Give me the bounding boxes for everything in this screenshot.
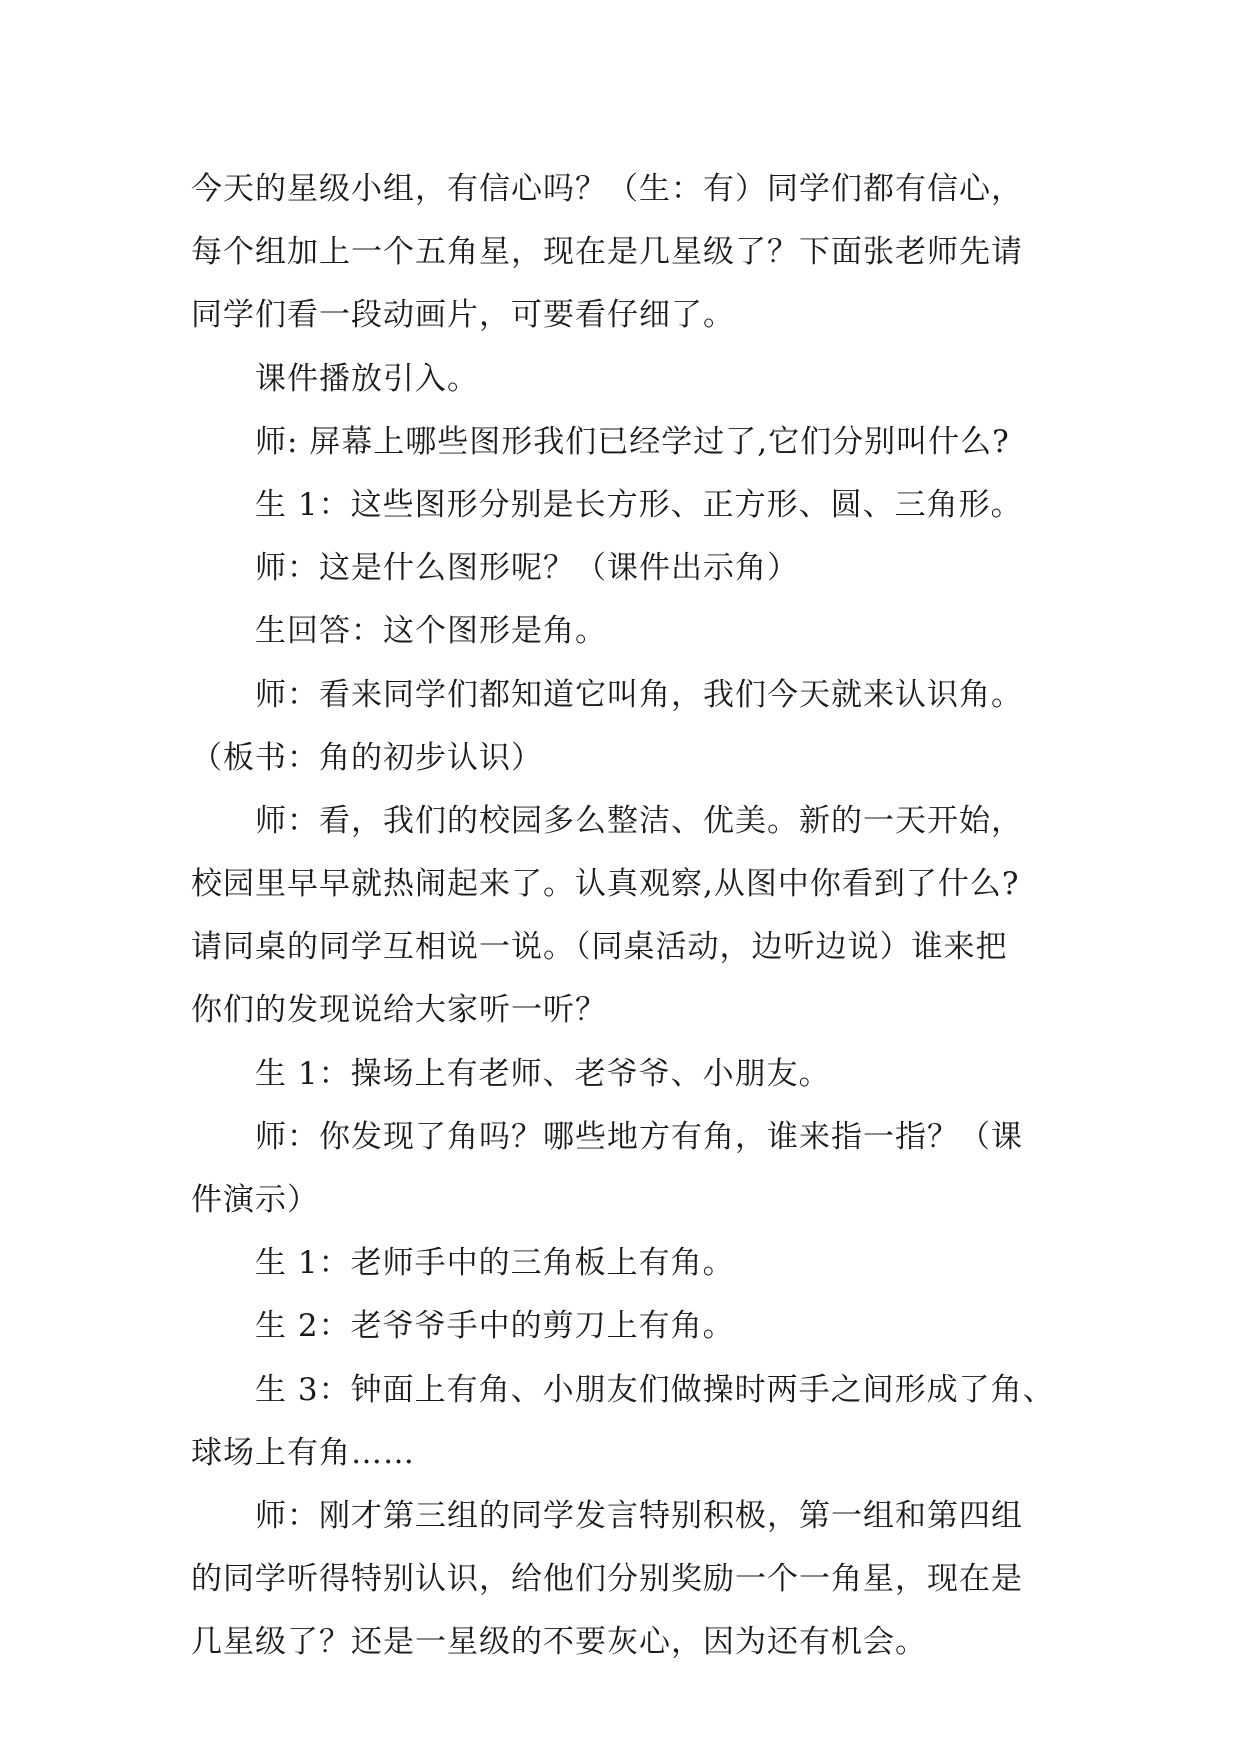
paragraph-line: 每个组加上一个五角星，现在是几星级了？下面张老师先请 <box>191 234 1023 271</box>
paragraph-line: 几星级了？还是一星级的不要灰心，因为还有机会。 <box>191 1624 927 1661</box>
paragraph-line: 师：看，我们的校园多么整洁、优美。新的一天开始， <box>255 802 1023 839</box>
paragraph-line: 生 3：钟面上有角、小朋友们做操时两手之间形成了角、 <box>255 1371 1055 1408</box>
paragraph-line: 课件播放引入。 <box>255 360 479 397</box>
paragraph-line: 请同桌的同学互相说一说。（同桌活动，边听边说）谁来把 <box>191 929 1008 966</box>
paragraph-line: 师: 屏幕上哪些图形我们已经学过了,它们分别叫什么? <box>255 423 1010 460</box>
paragraph-line: 生回答：这个图形是角。 <box>255 613 607 650</box>
paragraph-line: 的同学听得特别认识，给他们分别奖励一个一角星，现在是 <box>191 1561 1023 1598</box>
paragraph-line: （板书：角的初步认识） <box>191 739 543 776</box>
paragraph-line: 球场上有角…… <box>191 1434 415 1471</box>
paragraph-line: 你们的发现说给大家听一听？ <box>191 992 607 1029</box>
document-body <box>191 158 1055 1675</box>
paragraph-line: 校园里早早就热闹起来了。认真观察,从图中你看到了什么? <box>191 866 1020 903</box>
paragraph-line: 师：这是什么图形呢？（课件出示角） <box>255 550 799 587</box>
paragraph-line: 生 1：操场上有老师、老爷爷、小朋友。 <box>255 1055 831 1092</box>
paragraph-line: 生 1：老师手中的三角板上有角。 <box>255 1245 735 1282</box>
paragraph-line: 师：你发现了角吗？哪些地方有角，谁来指一指？（课 <box>255 1118 1023 1155</box>
paragraph-line: 生 1：这些图形分别是长方形、正方形、圆、三角形。 <box>255 486 1023 523</box>
paragraph-line: 件演示） <box>191 1182 319 1218</box>
paragraph-line: 师：刚才第三组的同学发言特别积极，第一组和第四组 <box>255 1497 1023 1534</box>
paragraph-line: 生 2：老爷爷手中的剪刀上有角。 <box>255 1308 735 1345</box>
paragraph-line: 师：看来同学们都知道它叫角，我们今天就来认识角。 <box>255 676 1023 713</box>
paragraph-line: 同学们看一段动画片，可要看仔细了。 <box>191 297 735 334</box>
paragraph-line: 今天的星级小组，有信心吗？（生：有）同学们都有信心， <box>191 171 1023 207</box>
